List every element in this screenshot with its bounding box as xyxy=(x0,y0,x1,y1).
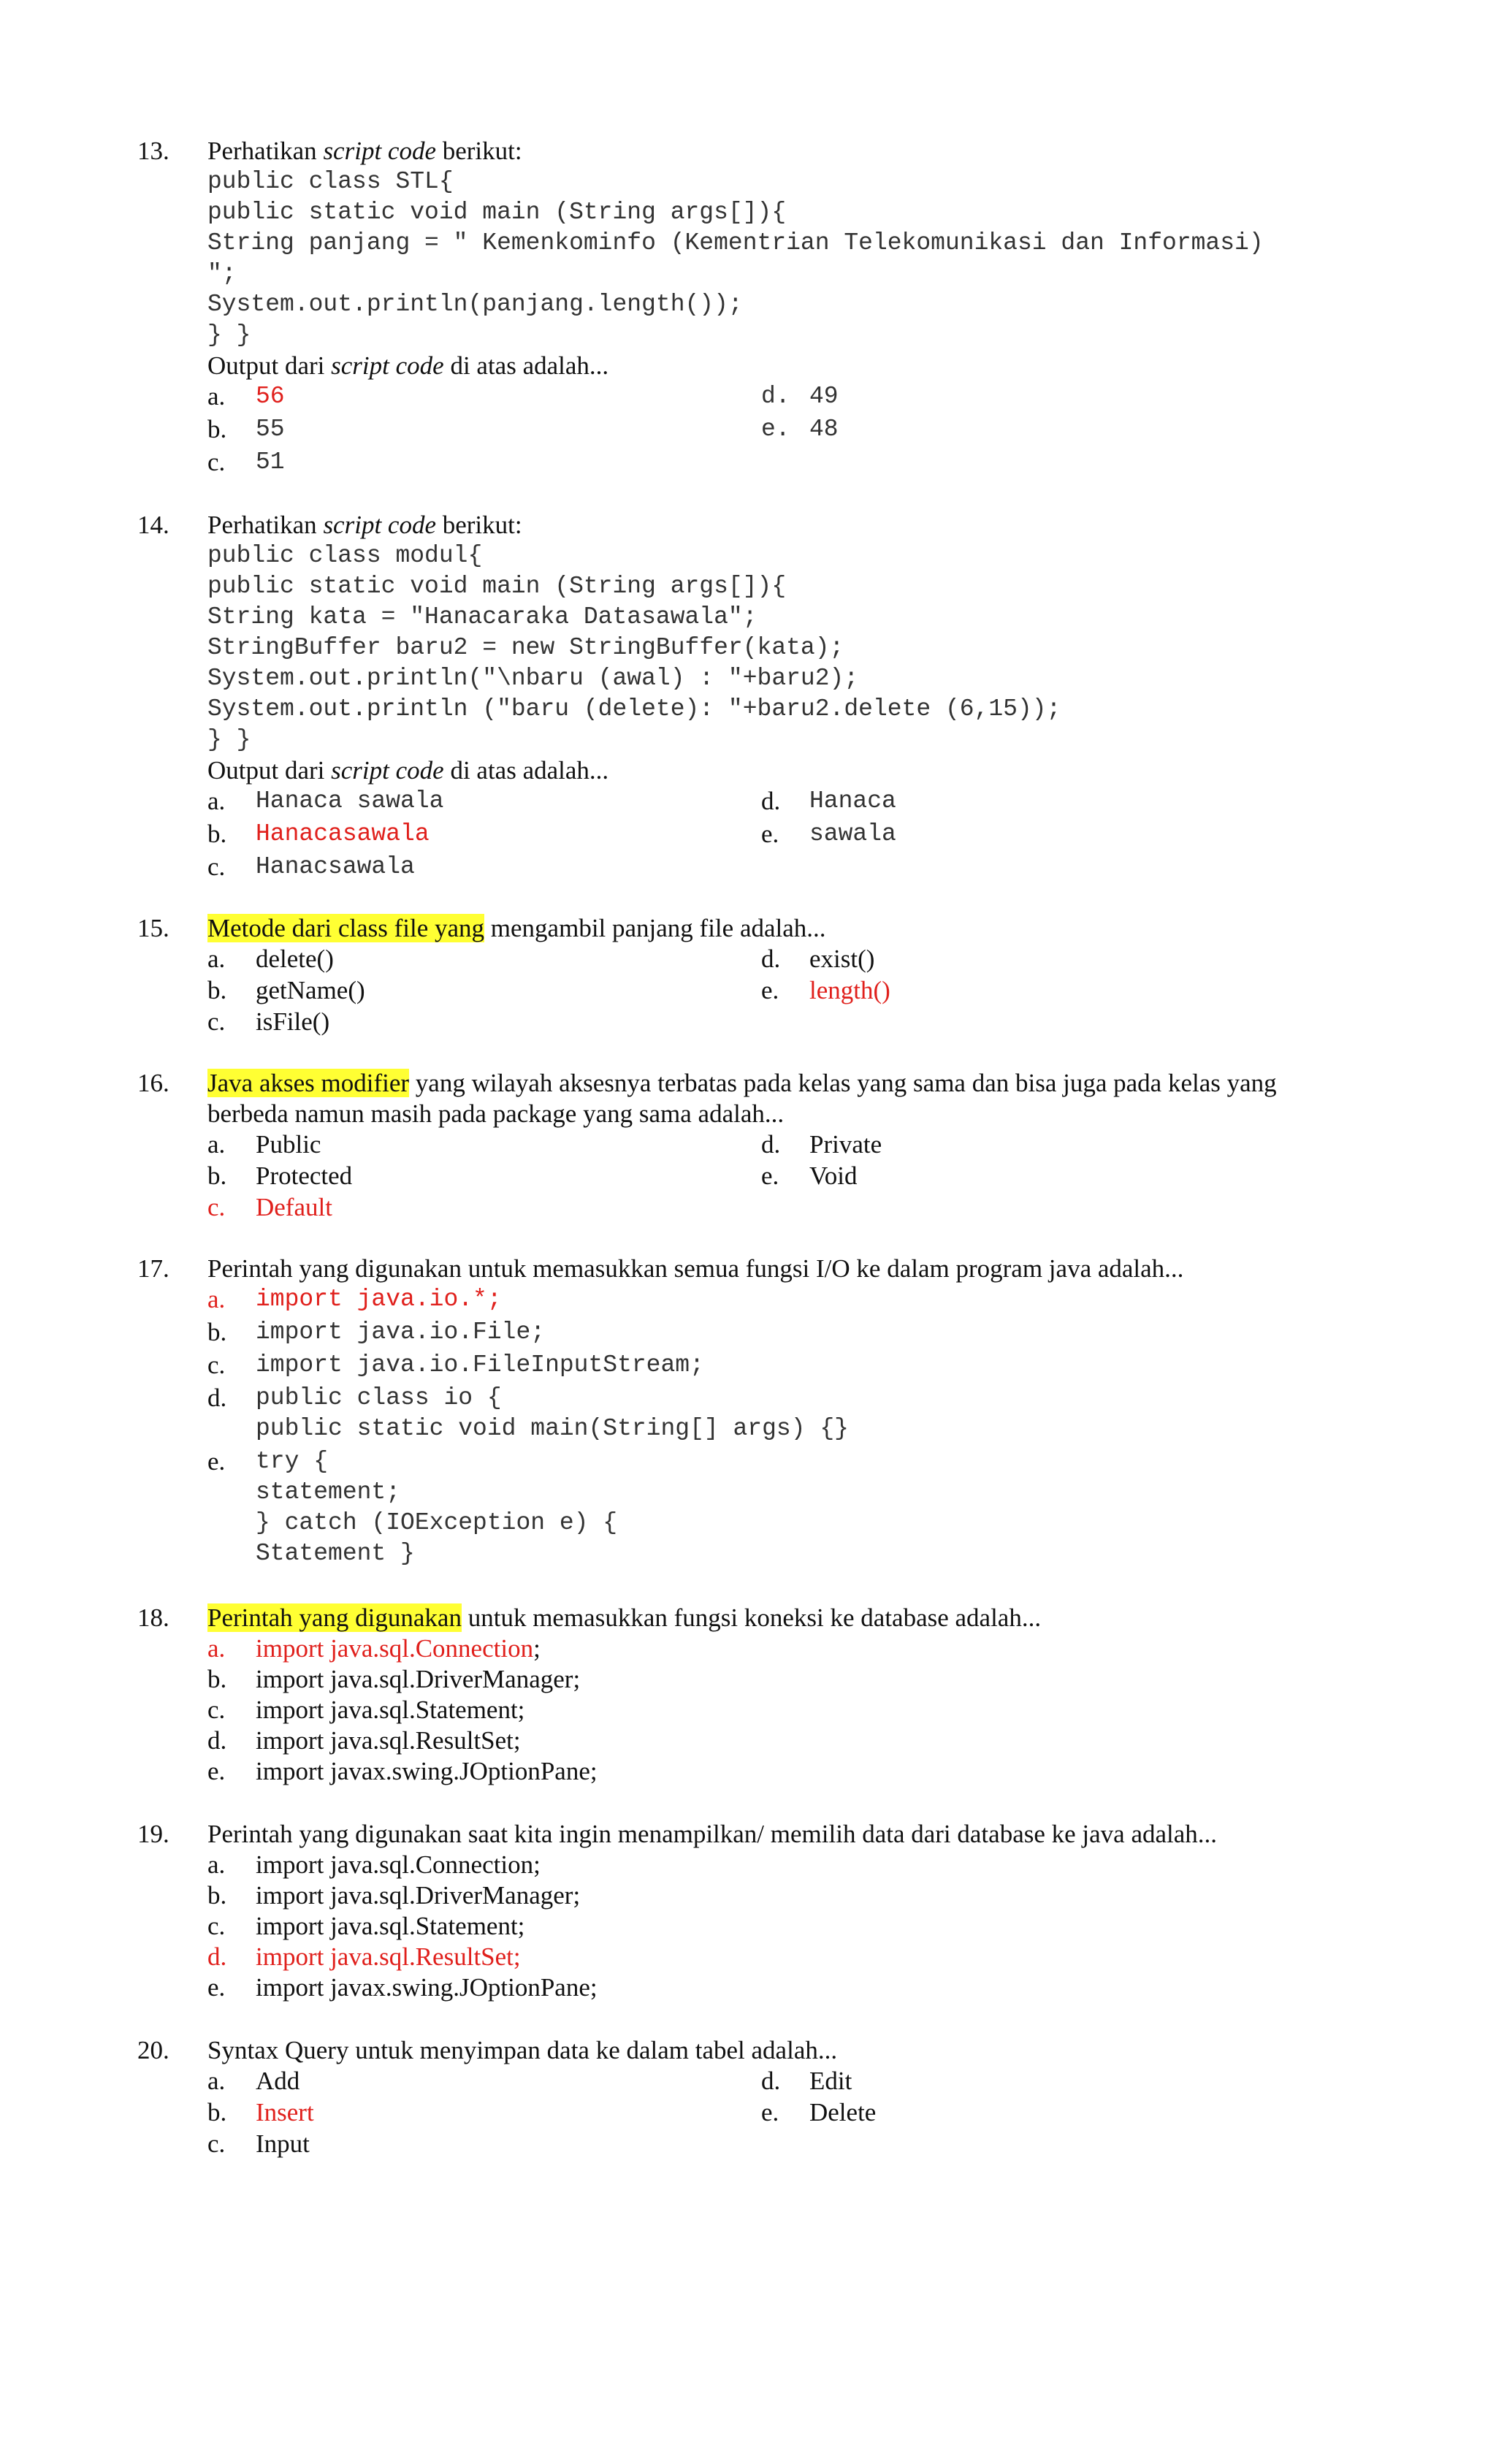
option-a[interactable]: a. delete() xyxy=(207,945,334,973)
code-line: public static void main (String args[]){ xyxy=(207,573,787,600)
option-b[interactable]: b. 55 xyxy=(207,415,285,443)
option-c[interactable]: c. 51 xyxy=(207,448,285,476)
highlighted-text: Java akses modifier xyxy=(207,1069,410,1097)
code-line: String kata = "Hanacaraka Datasawala"; xyxy=(207,603,757,630)
code-line: } } xyxy=(207,321,251,348)
question-text: Java akses modifier yang wilayah aksesnya terbatas pada kelas yang sama dan bisa juga pada kelas yang xyxy=(207,1069,1277,1097)
option-b[interactable]: b. import java.sql.DriverManager; xyxy=(207,1881,581,1910)
question-intro: Perhatikan script code berikut: xyxy=(207,137,522,165)
code-line: "; xyxy=(207,260,237,287)
code-line: public static void main (String args[]){ xyxy=(207,199,787,226)
question-intro: Perhatikan script code berikut: xyxy=(207,511,522,539)
highlighted-text: Metode dari class file yang xyxy=(207,914,485,942)
question-number: 16. xyxy=(137,1069,169,1097)
question-number: 18. xyxy=(137,1603,169,1632)
question-number: 17. xyxy=(137,1254,169,1283)
question-text-cont: berbeda namun masih pada package yang sama adalah... xyxy=(207,1099,785,1128)
code-line: String panjang = " Kemenkominfo (Kementrian Telekomunikasi dan Informasi) xyxy=(207,229,1264,256)
option-a[interactable]: a. import java.sql.Connection; xyxy=(207,1634,541,1663)
option-e[interactable]: e. Void xyxy=(761,1162,858,1190)
question-number: 14. xyxy=(137,511,169,539)
question-number: 19. xyxy=(137,1820,169,1848)
option-d[interactable]: d. import java.sql.ResultSet; xyxy=(207,1942,521,1971)
option-d[interactable]: d. public class io { public static void main(String[] args) {} xyxy=(207,1384,849,1442)
option-c[interactable]: c. import java.io.FileInputStream; xyxy=(207,1351,704,1379)
output-prompt: Output dari script code di atas adalah... xyxy=(207,351,609,380)
option-e[interactable]: e. import javax.swing.JOptionPane; xyxy=(207,1973,598,2002)
question-number: 20. xyxy=(137,2036,169,2064)
option-c[interactable]: c. isFile() xyxy=(207,1007,330,1036)
option-a[interactable]: a. Hanaca sawala xyxy=(207,787,444,815)
question-number: 15. xyxy=(137,914,169,942)
code-line: System.out.println("\nbaru (awal) : "+baru2); xyxy=(207,665,859,692)
option-a[interactable]: a. import java.io.*; xyxy=(207,1285,502,1313)
question-text: Perintah yang digunakan saat kita ingin menampilkan/ memilih data dari database ke java adalah... xyxy=(207,1820,1218,1848)
question-text: Syntax Query untuk menyimpan data ke dalam tabel adalah... xyxy=(207,2036,838,2064)
option-d[interactable]: d. 49 xyxy=(761,383,839,410)
option-d[interactable]: d. import java.sql.ResultSet; xyxy=(207,1726,521,1755)
output-prompt: Output dari script code di atas adalah... xyxy=(207,756,609,785)
option-a[interactable]: a. import java.sql.Connection; xyxy=(207,1850,541,1879)
option-e[interactable]: e. Delete xyxy=(761,2098,877,2127)
option-c[interactable]: c. import java.sql.Statement; xyxy=(207,1696,525,1724)
question-text: Perintah yang digunakan untuk memasukkan fungsi koneksi ke database adalah... xyxy=(207,1603,1042,1632)
code-line: public class modul{ xyxy=(207,542,483,569)
option-b[interactable]: b. Protected xyxy=(207,1162,353,1190)
option-b[interactable]: b. import java.io.File; xyxy=(207,1318,546,1346)
option-a[interactable]: a. Public xyxy=(207,1130,321,1159)
option-d[interactable]: d. Hanaca xyxy=(761,787,896,815)
code-line: System.out.println ("baru (delete): "+baru2.delete (6,15)); xyxy=(207,695,1061,722)
option-a[interactable]: a. Add xyxy=(207,2067,300,2095)
option-c[interactable]: c. Input xyxy=(207,2129,310,2158)
option-b[interactable]: b. Insert xyxy=(207,2098,314,2127)
option-c[interactable]: c. import java.sql.Statement; xyxy=(207,1912,525,1940)
option-e[interactable]: e. length() xyxy=(761,976,890,1004)
code-line: StringBuffer baru2 = new StringBuffer(kata); xyxy=(207,634,844,661)
code-line: System.out.println(panjang.length()); xyxy=(207,291,743,318)
option-b[interactable]: b. Hanacasawala xyxy=(207,820,430,848)
option-c[interactable]: c. Hanacsawala xyxy=(207,853,415,881)
question-text: Perintah yang digunakan untuk memasukkan semua fungsi I/O ke dalam program java adalah... xyxy=(207,1254,1184,1283)
option-b[interactable]: b. getName() xyxy=(207,976,365,1004)
highlighted-text: Perintah yang digunakan xyxy=(207,1603,462,1632)
option-d[interactable]: d. Edit xyxy=(761,2067,852,2095)
question-number: 13. xyxy=(137,137,169,165)
option-e[interactable]: e. try { statement; } catch (IOException e) { Statement } xyxy=(207,1447,618,1567)
option-b[interactable]: b. import java.sql.DriverManager; xyxy=(207,1665,581,1693)
option-e[interactable]: e. 48 xyxy=(761,416,839,443)
option-c[interactable]: c. Default xyxy=(207,1193,332,1221)
option-e[interactable]: e. sawala xyxy=(761,820,896,848)
option-d[interactable]: d. exist() xyxy=(761,945,875,973)
question-text: Metode dari class file yang mengambil panjang file adalah... xyxy=(207,914,826,942)
option-a[interactable]: a. 56 xyxy=(207,382,285,411)
option-d[interactable]: d. Private xyxy=(761,1130,882,1159)
code-line: } } xyxy=(207,726,251,753)
code-line: public class STL{ xyxy=(207,168,454,195)
option-e[interactable]: e. import javax.swing.JOptionPane; xyxy=(207,1757,598,1785)
